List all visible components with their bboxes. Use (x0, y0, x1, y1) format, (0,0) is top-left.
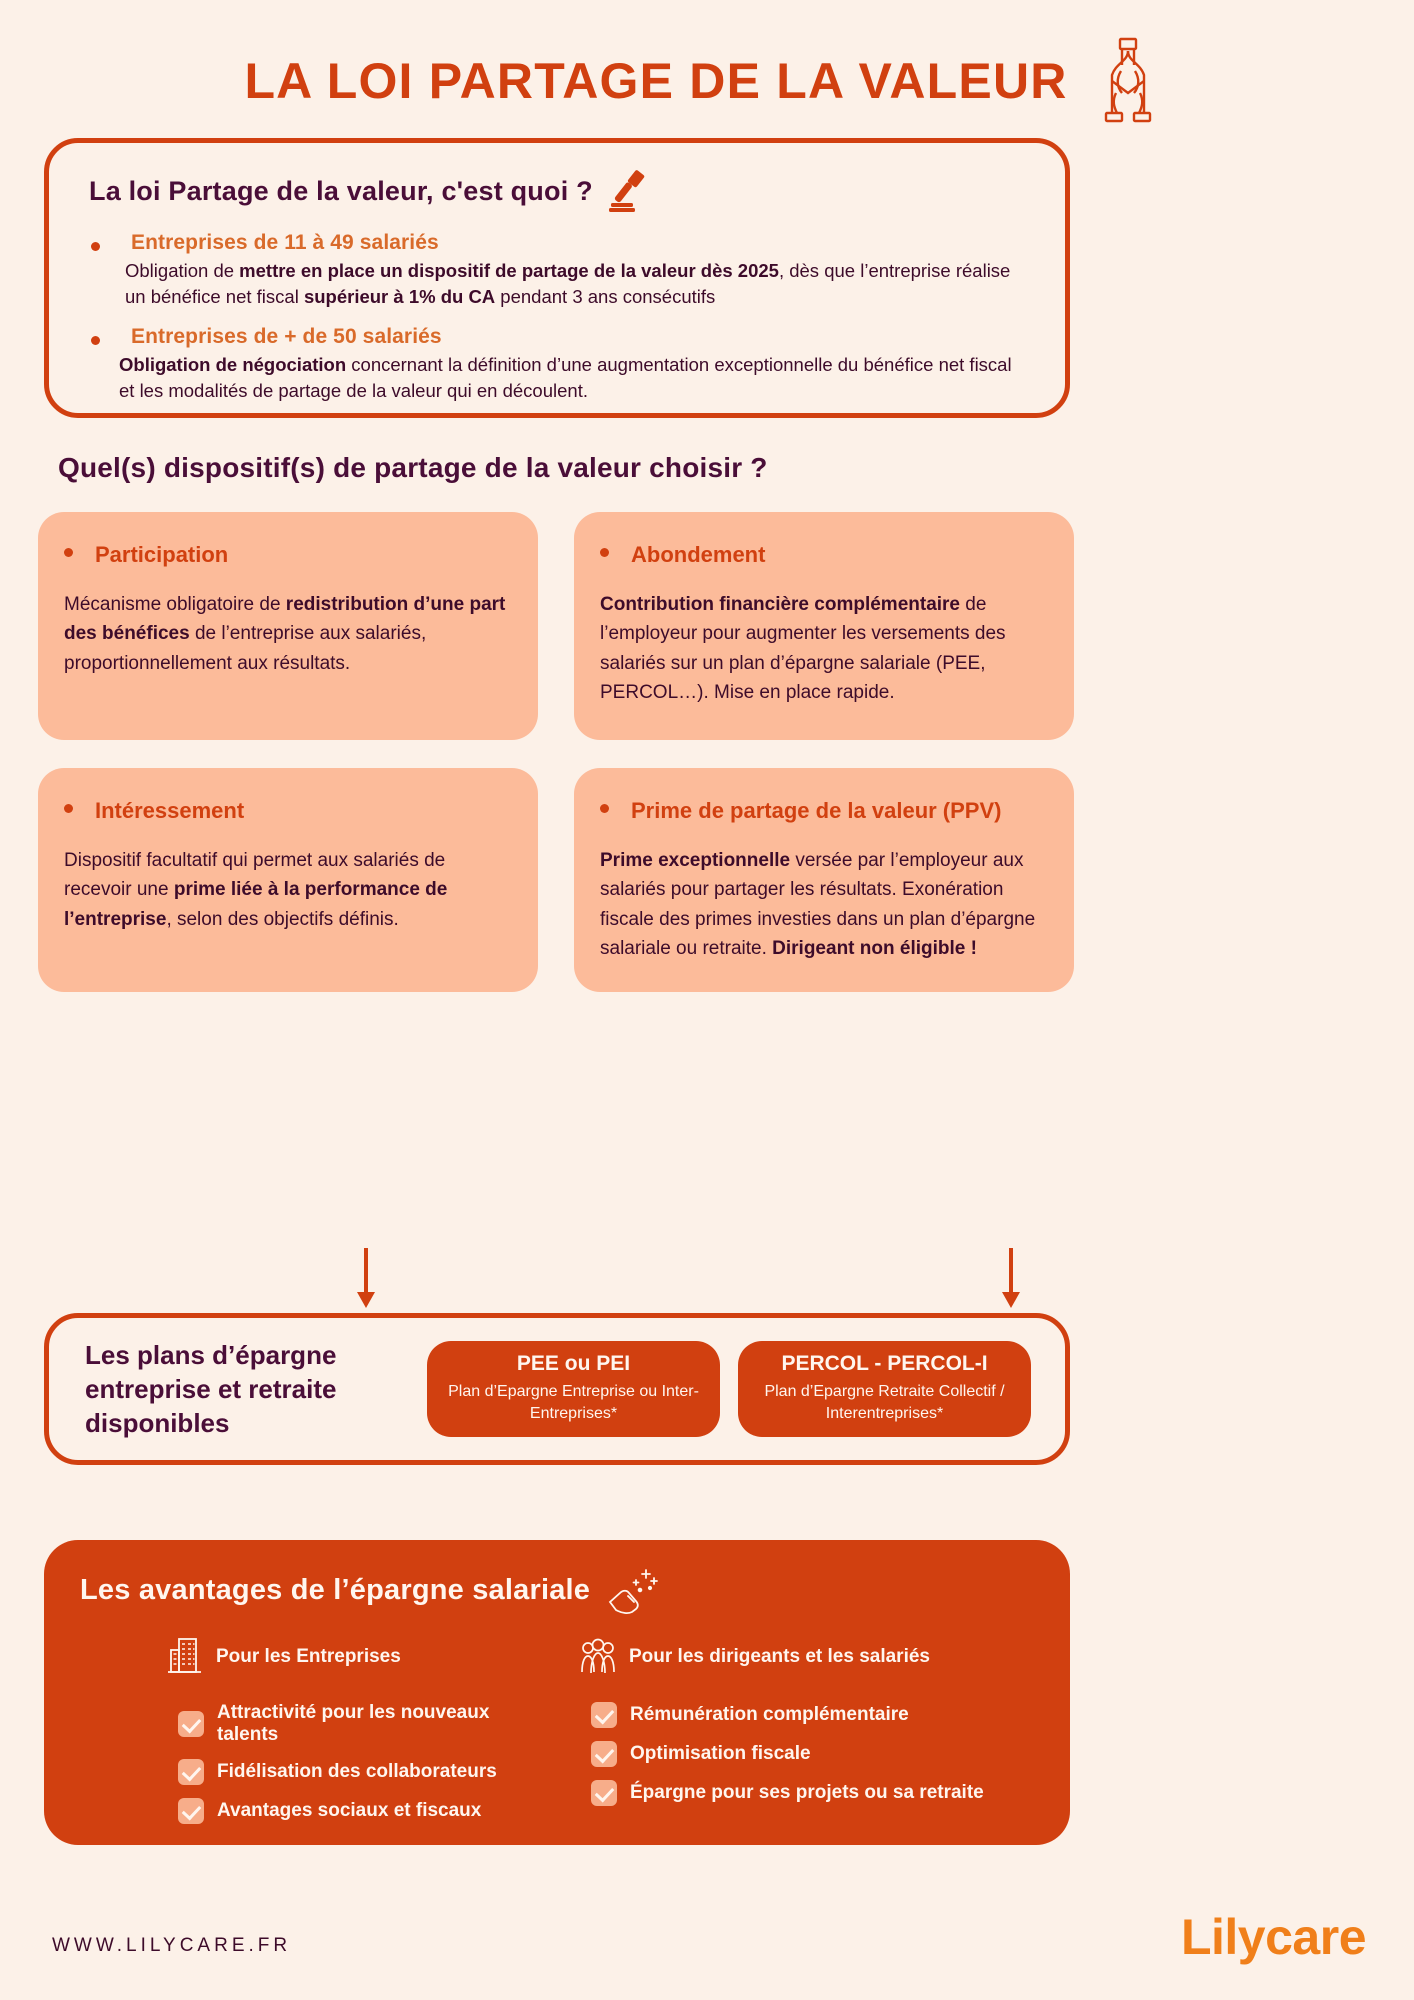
bullet-dot-icon (91, 336, 100, 345)
intro-bullet-1 (89, 231, 1025, 311)
advantages-box (44, 1540, 1070, 1845)
text-bold: Contribution financière complémentaire (600, 594, 960, 615)
bullet-dot-icon (64, 804, 73, 813)
advantages-title: Les avantages de l’épargne salariale (80, 1573, 591, 1606)
advantages-column-salaries-head (567, 1636, 1030, 1678)
text-bold: redistribution d’une part des bénéfices (64, 594, 506, 645)
device-card-participation (38, 512, 538, 740)
device-card-interessement-title: Intéressement (95, 798, 245, 823)
device-card-ppv-body (600, 846, 1046, 964)
bullet-dot-icon (91, 242, 100, 251)
text-bold2: Dirigeant non éligible ! (772, 938, 977, 960)
device-card-participation-body (64, 590, 510, 678)
advantage-item (80, 1702, 543, 1746)
text-bold: mettre en place un dispositif de partage de la valeur dès 2025 (239, 260, 779, 281)
intro-bullet-2-body (115, 352, 1025, 405)
text-pre2: bénéfice net fiscal et les modalités de partage de la valeur qui en découlent. (119, 353, 1012, 401)
intro-title-row (89, 169, 1025, 213)
advantage-item-label: Fidélisation des collaborateurs (217, 1761, 497, 1782)
gavel-icon (603, 169, 651, 213)
check-icon (591, 1780, 617, 1806)
device-card-ppv-title: Prime de partage de la valeur (PPV) (631, 798, 1002, 823)
advantages-column-entreprises (80, 1636, 543, 1837)
device-card-ppv-head (600, 798, 1046, 824)
device-card-interessement (38, 768, 538, 992)
advantage-item (567, 1741, 1030, 1767)
bullet-dot-icon (600, 804, 609, 813)
advantages-columns (80, 1636, 1030, 1837)
advantage-item-label: Rémunération complémentaire (630, 1704, 909, 1725)
check-icon (591, 1741, 617, 1767)
advantage-item (80, 1798, 543, 1824)
check-icon (591, 1702, 617, 1728)
text-post: , dès que (778, 260, 856, 281)
text-post2: pendant 3 ans consécutifs (495, 286, 716, 308)
intro-bullet-2 (89, 325, 1025, 405)
page-title: LA LOI PARTAGE DE LA VALEUR (244, 53, 1068, 109)
advantage-item (80, 1759, 543, 1785)
sparkle-hand-icon (606, 1566, 662, 1614)
text-post: concernant la définition d’une augmentation exceptionnelle du (346, 353, 859, 375)
brand-logo: Lilycare (1180, 1909, 1366, 1965)
device-card-abondement (574, 512, 1074, 740)
text-bold2: supérieur à 1% du CA (303, 286, 496, 308)
intro-bullet-2-head: Entreprises de + de 50 salariés (131, 324, 442, 348)
check-icon (178, 1759, 204, 1785)
handshake-contract-icon (1086, 35, 1170, 127)
plan-pill-pee-title: PEE ou PEI (516, 1352, 631, 1376)
devices-grid (38, 512, 1074, 992)
device-card-ppv (574, 768, 1074, 992)
plans-box (44, 1313, 1070, 1465)
building-icon (166, 1636, 204, 1678)
device-card-abondement-title: Abondement (631, 542, 766, 567)
text-pre: Mécanisme obligatoire de (64, 594, 286, 615)
bullet-dot-icon (64, 548, 73, 557)
plan-pill-pee-sub: Plan d’Epargne Entreprise ou Inter-Entreprises* (448, 1383, 699, 1422)
check-icon (178, 1798, 204, 1824)
text-bold: prime liée à la performance de l’entreprise (64, 879, 448, 930)
people-group-icon (579, 1636, 617, 1678)
advantage-item (567, 1702, 1030, 1728)
bullet-dot-icon (600, 548, 609, 557)
intro-bullet-1-head: Entreprises de 11 à 49 salariés (131, 231, 439, 254)
device-card-participation-head (64, 542, 510, 568)
plan-pill-pee[interactable] (427, 1341, 720, 1437)
plan-pill-percol-sub: Plan d’Epargne Retraite Collectif / Interentreprises* (764, 1383, 1005, 1422)
advantage-item-label: Avantages sociaux et fiscaux (217, 1800, 482, 1821)
device-card-participation-title: Participation (95, 542, 229, 567)
page-header (0, 26, 1414, 136)
text-pre2: l’entreprise réalise un bénéfice net fiscal (125, 260, 1011, 308)
arrow-down-left-icon (355, 1248, 377, 1310)
devices-section-heading: Quel(s) dispositif(s) de partage de la valeur choisir ? (58, 452, 768, 483)
advantage-item-label: Optimisation fiscale (630, 1743, 811, 1764)
text-post: versée par l’employeur aux salariés pour partager les résultats. Exonération fiscale des primes investies dans un plan d’épargne salariale ou retraite. (600, 850, 1036, 960)
check-icon (178, 1711, 204, 1737)
plans-title: Les plans d’épargne entreprise et retraite disponibles (85, 1339, 337, 1439)
text-post: , selon des objectifs définis. (166, 908, 399, 930)
footer-url[interactable]: WWW.LILYCARE.FR (52, 1935, 292, 1956)
advantage-item-label: Attractivité pour les nouveaux talents (217, 1702, 490, 1745)
advantages-column-salaries-label: Pour les dirigeants et les salariés (629, 1646, 930, 1667)
text-post: de l’entreprise aux salariés, proportionnellement aux résultats. (64, 623, 427, 674)
advantages-column-entreprises-head (80, 1636, 543, 1678)
advantage-item (567, 1780, 1030, 1806)
text-bold: Prime exceptionnelle (600, 850, 791, 871)
intro-bullet-1-body (115, 258, 1025, 311)
device-card-interessement-head (64, 798, 510, 824)
advantages-column-salaries (567, 1636, 1030, 1837)
device-card-abondement-head (600, 542, 1046, 568)
device-card-interessement-body (64, 846, 510, 934)
intro-box (44, 138, 1070, 418)
text-bold: Obligation de négociation (119, 353, 347, 375)
plan-pill-percol-title: PERCOL - PERCOL-I (781, 1352, 988, 1376)
advantages-title-row (80, 1566, 1030, 1614)
arrow-down-right-icon (1000, 1248, 1022, 1310)
plan-pill-percol[interactable] (738, 1341, 1031, 1437)
device-card-abondement-body (600, 590, 1046, 708)
text-pre: Dispositif facultatif qui permet aux salariés de recevoir une (64, 850, 446, 901)
intro-title: La loi Partage de la valeur, c'est quoi ? (89, 175, 593, 206)
text-post: de l’employeur pour augmenter les versements des salariés sur un plan d’épargne salariale (PEE, PERCOL…). Mise en place rapide. (600, 594, 1006, 704)
advantage-item-label: Épargne pour ses projets ou sa retraite (630, 1782, 984, 1803)
text-pre: Obligation de (125, 260, 240, 281)
advantages-column-entreprises-label: Pour les Entreprises (216, 1646, 401, 1667)
